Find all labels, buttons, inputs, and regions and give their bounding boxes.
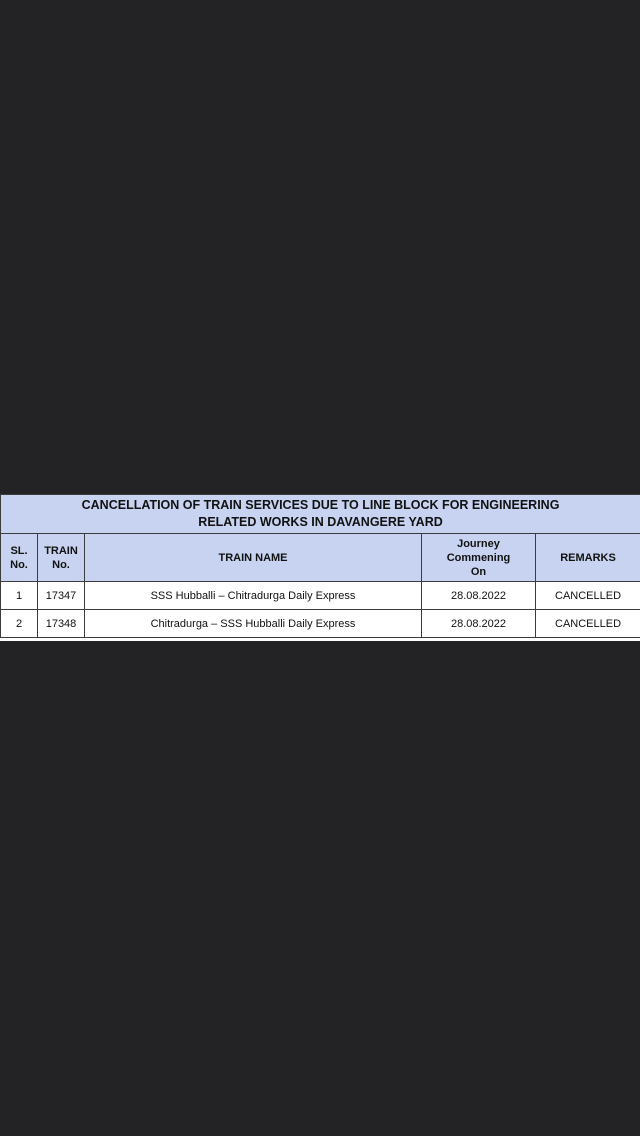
row-sl-no: 1: [1, 582, 38, 610]
title-row: [1, 495, 640, 534]
row-journey-date: 28.08.2022: [422, 610, 536, 638]
table-row: [1, 610, 640, 638]
header-remarks: REMARKS: [536, 534, 640, 582]
row-train-name: SSS Hubballi – Chitradurga Daily Express: [85, 582, 422, 610]
row-sl-no: 2: [1, 610, 38, 638]
row-journey-date: 28.08.2022: [422, 582, 536, 610]
header-journey-line-3: On: [470, 565, 487, 578]
header-sl-no: SL. No.: [1, 534, 38, 582]
header-journey-line-1: Journey: [457, 537, 500, 550]
header-train-no-line-1: TRAIN: [44, 544, 78, 557]
row-train-no: 17347: [38, 582, 85, 610]
header-row: [1, 534, 640, 582]
header-train-no: [38, 534, 85, 582]
cancellation-table: [0, 494, 640, 638]
row-train-name: Chitradurga – SSS Hubballi Daily Express: [85, 610, 422, 638]
row-remarks: CANCELLED: [536, 610, 640, 638]
header-train-name: TRAIN NAME: [85, 534, 422, 582]
title-line-2: RELATED WORKS IN DAVANGERE YARD: [198, 515, 443, 529]
header-train-no-line-2: No.: [52, 558, 70, 571]
header-journey: [422, 534, 536, 582]
table-row: [1, 582, 640, 610]
header-journey-line-2: Commening: [446, 551, 511, 564]
title-line-1: CANCELLATION OF TRAIN SERVICES DUE TO LINE BLOCK FOR ENGINEERING: [81, 498, 560, 512]
cancellation-notice-image: [0, 494, 640, 641]
table-title: [1, 495, 640, 534]
row-remarks: CANCELLED: [536, 582, 640, 610]
row-train-no: 17348: [38, 610, 85, 638]
